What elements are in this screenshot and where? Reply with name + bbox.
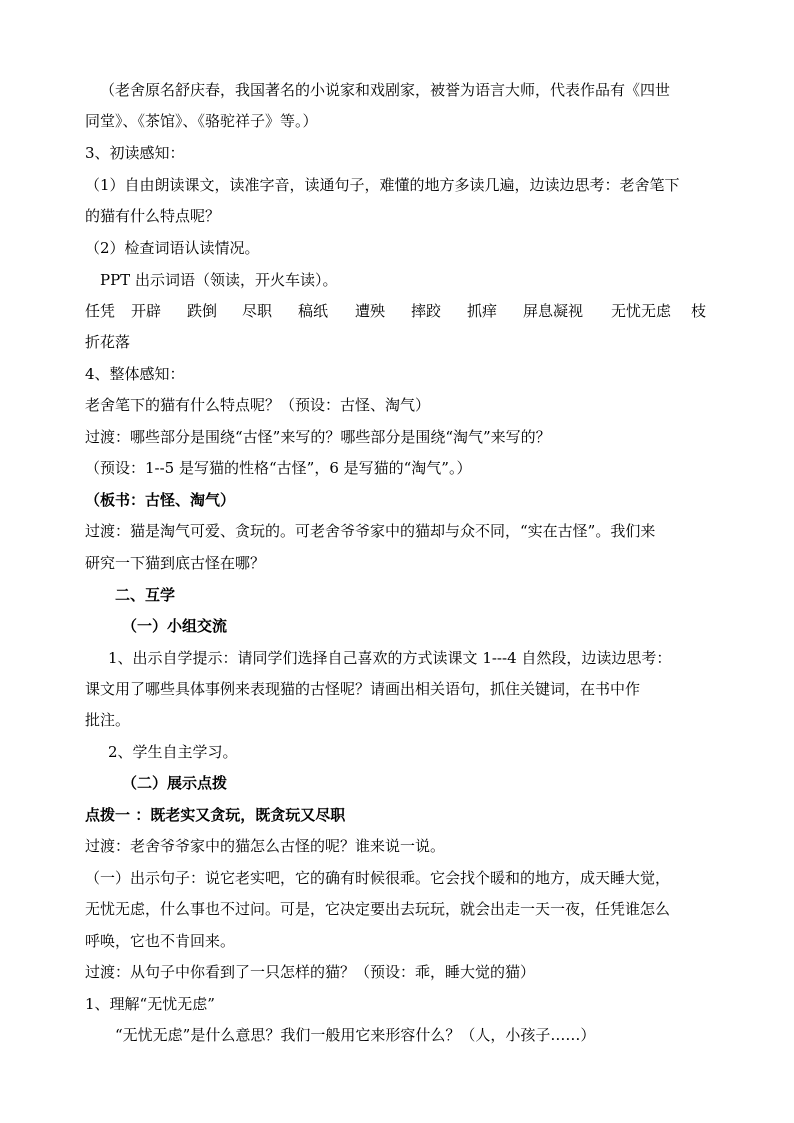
paragraph-author-intro-1: （老舍原名舒庆春，我国著名的小说家和戏剧家，被誉为语言大师，代表作品有《四世 <box>100 81 671 99</box>
step-1-line-2: 的猫有什么特点呢？ <box>85 207 221 225</box>
vocab-list <box>85 301 715 321</box>
section-first-reading: 3、初读感知： <box>85 144 185 162</box>
transition-4: 过渡：从句子中你看到了一只怎样的猫？（预设：乖，睡大觉的猫） <box>85 963 536 981</box>
vocab-word: 跌倒 <box>187 302 218 320</box>
step-2: （2）检查词语认读情况。 <box>85 239 260 257</box>
sentence-line-2: 无忧无虑，什么事也不过问。可是，它决定要出去玩玩，就会出走一天一夜，任凭谁怎么 <box>85 900 671 918</box>
transition-1: 过渡：哪些部分是围绕“古怪”来写的？哪些部分是围绕“淘气”来写的？ <box>85 428 551 446</box>
vocab-word: 稿纸 <box>298 302 329 320</box>
understand-heading: 1、理解“无忧无虑” <box>85 995 215 1013</box>
step-1-line-1: （1）自由朗读课文，读准字音，读通句子，难懂的地方多读几遍，边读边思考：老舍笔下 <box>85 176 680 194</box>
vocab-list-continued: 折花落 <box>85 333 131 351</box>
vocab-word: 遭殃 <box>355 302 386 320</box>
transition-2-line-1: 过渡：猫是淘气可爱、贪玩的。可老舍爷爷家中的猫却与众不同，“实在古怪”。我们来 <box>85 522 656 540</box>
vocab-word: 抓痒 <box>467 302 498 320</box>
understand-question: “无忧无虑”是什么意思？我们一般用它来形容什么？（人，小孩子……） <box>115 1026 596 1044</box>
self-study-tip-line-2: 课文用了哪些具体事例来表现猫的古怪呢？请画出相关语句，抓住关键词，在书中作 <box>85 680 641 698</box>
blackboard-note: （板书：古怪、淘气） <box>85 491 236 509</box>
preset-1: （预设：1--5 是写猫的性格“古怪”，6 是写猫的“淘气”。） <box>85 459 472 477</box>
ppt-vocab-instruction: PPT 出示词语（领读，开火车读）。 <box>100 271 338 289</box>
vocab-word: 枝 <box>691 302 707 320</box>
self-study-tip-line-3: 批注。 <box>85 711 131 729</box>
vocab-word: 无忧无虑 <box>611 302 672 320</box>
sentence-line-3: 呼唤，它也不肯回来。 <box>85 932 236 950</box>
sentence-line-1: （一）出示句子：说它老实吧，它的确有时候很乖。它会找个暖和的地方，成天睡大觉， <box>85 869 671 887</box>
paragraph-author-intro-2: 同堂》、《茶馆》、《骆驼祥子》等。） <box>85 112 318 130</box>
vocab-word: 开辟 <box>131 302 162 320</box>
heading-mutual-learning: 二、互学 <box>115 586 176 604</box>
vocab-word: 摔跤 <box>411 302 442 320</box>
self-study-tip-line-1: 1、出示自学提示：请同学们选择自己喜欢的方式读课文 1---4 自然段，边读边思考： <box>108 649 672 667</box>
heading-showcase: （二）展示点拨 <box>122 774 228 792</box>
student-self-study: 2、学生自主学习。 <box>108 743 238 761</box>
vocab-word: 屏息凝视 <box>523 302 584 320</box>
question-cat-traits: 老舍笔下的猫有什么特点呢？（预设：古怪、淘气） <box>85 396 431 414</box>
heading-guide-1: 点拨一 ：既老实又贪玩，既贪玩又尽职 <box>85 806 346 824</box>
heading-group-exchange: （一）小组交流 <box>122 617 228 635</box>
vocab-word: 尽职 <box>242 302 273 320</box>
section-overall: 4、整体感知： <box>85 365 185 383</box>
vocab-word: 任凭 <box>85 302 116 320</box>
transition-3: 过渡：老舍爷爷家中的猫怎么古怪的呢？谁来说一说。 <box>85 837 446 855</box>
transition-2-line-2: 研究一下猫到底古怪在哪？ <box>85 554 266 572</box>
